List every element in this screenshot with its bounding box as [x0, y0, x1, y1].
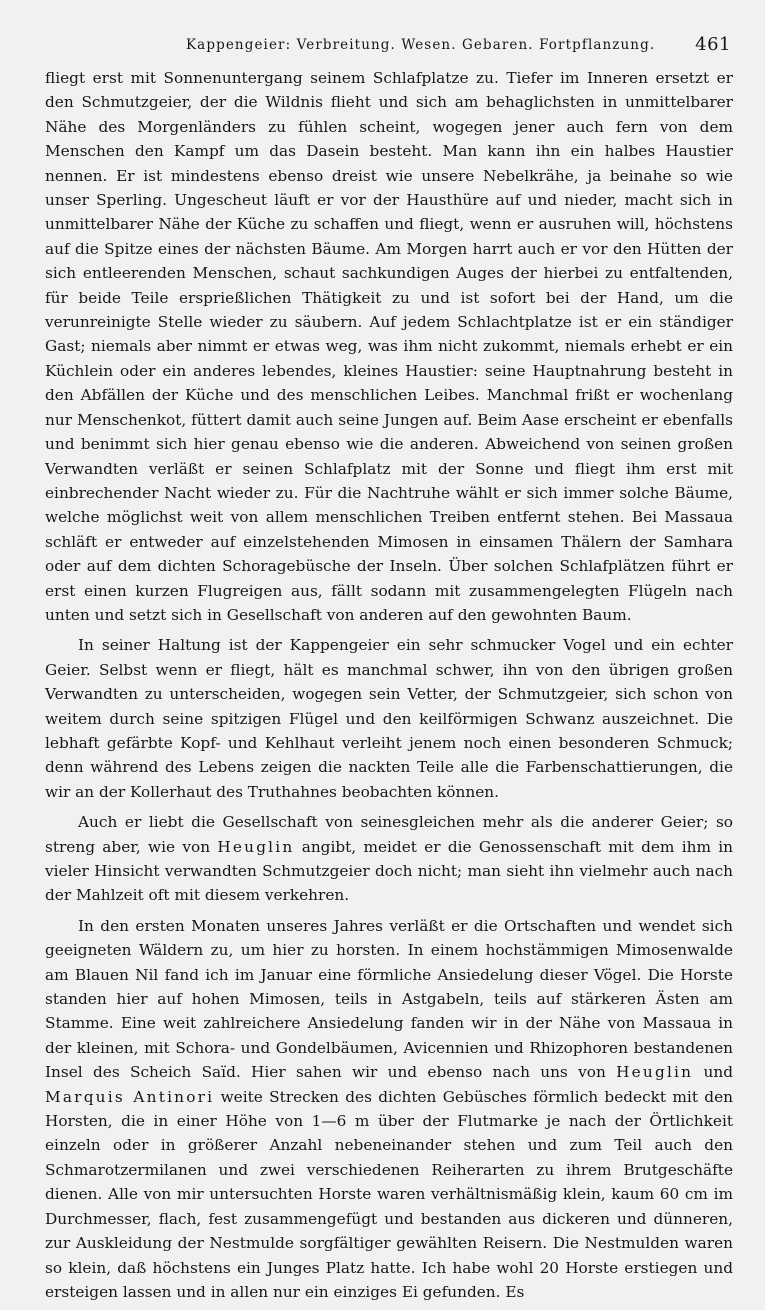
paragraph-text: weite Strecken des dichten Gebüsches förmlich bedeckt mit den Horsten, die in einer Höhe von 1—6 m über der Flutmarke je nach der Örtlichkeit einzeln oder in größerer Anzahl nebeneinander stehen und zum Teil auch den Schmarotzermilanen und zwei verschiedenen Reiherarten zu ihrem Brutgeschäfte dienen. Alle von mir untersuchten Horste waren verhältnismäßig klein, kaum 60 cm im Durchmesser, flach, fest zusammengefügt und bestanden aus dickeren und dünneren, zur Auskleidung der Nestmulde sorgfältiger gewählten Reisern. Die Nestmulden waren so klein, daß höchstens ein Junges Platz hatte. Ich habe wohl 20 Horste erstiegen und ersteigen lassen und in allen nur ein einziges Ei gefunden. Es [45, 1087, 734, 1301]
running-title: Kappengeier: Verbreitung. Wesen. Gebaren. Fortpflanzung. [186, 37, 656, 53]
paragraph-text: In den ersten Monaten unseres Jahres verläßt er die Ortschaften und wendet sich geeigneten Wäldern zu, um hier zu horsten. In einem hochstämmigen Mimosenwalde am Blauen Nil fand ich im Januar eine förmliche Ansiedelung dieser Vögel. Die Horste standen hier auf hohen Mimosen, teils in Astgabeln, teils auf stärkeren Ästen am Stamme. Eine weit zahlreichere Ansiedelung fanden wir in der Nähe von Massaua in der kleinen, mit Schora- und Gondelbäumen, Avicennien und Rhizophoren bestandenen Insel des Scheich Saïd. Hier sahen wir und ebenso nach uns von [45, 916, 733, 1082]
paragraph-text: In seiner Haltung ist der Kappengeier ein sehr schmucker Vogel und ein echter Geier. Selbst wenn er fliegt, hält es manchmal schwer, ihn von den übrigen großen Verwandten zu unterscheiden, wogegen sein Vetter, der Schmutzgeier, sich schon von weitem durch seine spitzigen Flügel und den keilförmigen Schwanz auszeichnet. Die lebhaft gefärbte Kopf- und Kehlhaut verleiht jenem noch einen besonderen Schmuck; denn während des Lebens zeigen die nackten Teile alle die Farbenschattierungen, die wir an der Kollerhaut des Truthahnes beobachten können. [45, 636, 733, 801]
paragraph-4 [45, 914, 733, 1305]
paragraph-2 [45, 633, 733, 804]
paragraph-3 [45, 810, 733, 908]
person-name-heuglin: Heuglin [616, 1063, 694, 1082]
person-name-antinori: Marquis Antinori [45, 1087, 215, 1106]
person-name-heuglin: Heuglin [217, 837, 295, 856]
paragraph-text: fliegt erst mit Sonnenuntergang seinem Schlafplatze zu. Tiefer im Inneren ersetzt er den Schmutzgeier, der die Wildnis flieht und sich am behaglichsten in unmittelbarer Nähe des Morgenländers zu fühlen scheint, wogegen jener auch fern von dem Menschen den Kampf um das Dasein besteht. Man kann ihn ein halbes Haustier nennen. Er ist mindestens ebenso dreist wie unsere Nebelkrähe, ja beinahe so wie unser Sperling. Ungescheut läuft er vor der Hausthüre auf und nieder, macht sich in unmittelbarer Nähe der Küche zu schaffen und fliegt, wenn er ausruhen will, höchstens auf die Spitze eines der nächsten Bäume. Am Morgen harrt auch er vor den Hütten der sich entleerenden Menschen, schaut sachkundigen Auges der hierbei zu entfaltenden, für beide Teile ersprießlichen Thätigkeit zu und ist sofort bei der Hand, um die verunreinigte Stelle wieder zu säubern. Auf jedem Schlachtplatze ist er ein ständiger Gast; niemals aber nimmt er etwas weg, was ihm nicht zukommt, niemals erhebt er ein Küchlein oder ein anderes lebendes, kleines Haustier: seine Hauptnahrung besteht in den Abfällen der Küche und des menschlichen Leibes. Manchmal frißt er wochenlang nur Menschenkot, füttert damit auch seine Jungen auf. Beim Aase erscheint er ebenfalls und benimmt sich hier genau ebenso wie die anderen. Abweichend von seinen großen Verwandten verläßt er seinen Schlafplatz mit der Sonne und fliegt ihm erst mit einbrechender Nacht wieder zu. Für die Nachtruhe wählt er sich immer solche Bäume, welche möglichst weit von allem menschlichen Treiben entfernt stehen. Bei Massaua schläft er entweder auf einzelstehenden Mimosen in einsamen Thälern der Samhara oder auf dem dichten Schoragebüsche der Inseln. Über solchen Schlafplätzen führt er erst einen kurzen Flugreigen aus, fällt sodann mit zusammengelegten Flügeln nach unten und setzt sich in Gesellschaft von anderen auf den gewohnten Baum. [45, 69, 733, 624]
paragraph-1 [45, 66, 733, 627]
paragraph-text: und [693, 1063, 734, 1082]
paragraph-text: angibt, meidet er die Genossenschaft mit dem ihm in vieler Hinsicht verwandten Schmutzgeier doch nicht; man sieht ihn vielmehr auch nach der Mahlzeit oft mit diesem verkehren. [45, 837, 733, 905]
body-text [45, 66, 733, 1310]
running-head [45, 34, 733, 62]
page-number: 461 [695, 34, 731, 55]
paragraph-text: Auch er liebt die Gesellschaft von seinesgleichen mehr als die anderer Geier; so streng aber, wie von [45, 813, 733, 856]
